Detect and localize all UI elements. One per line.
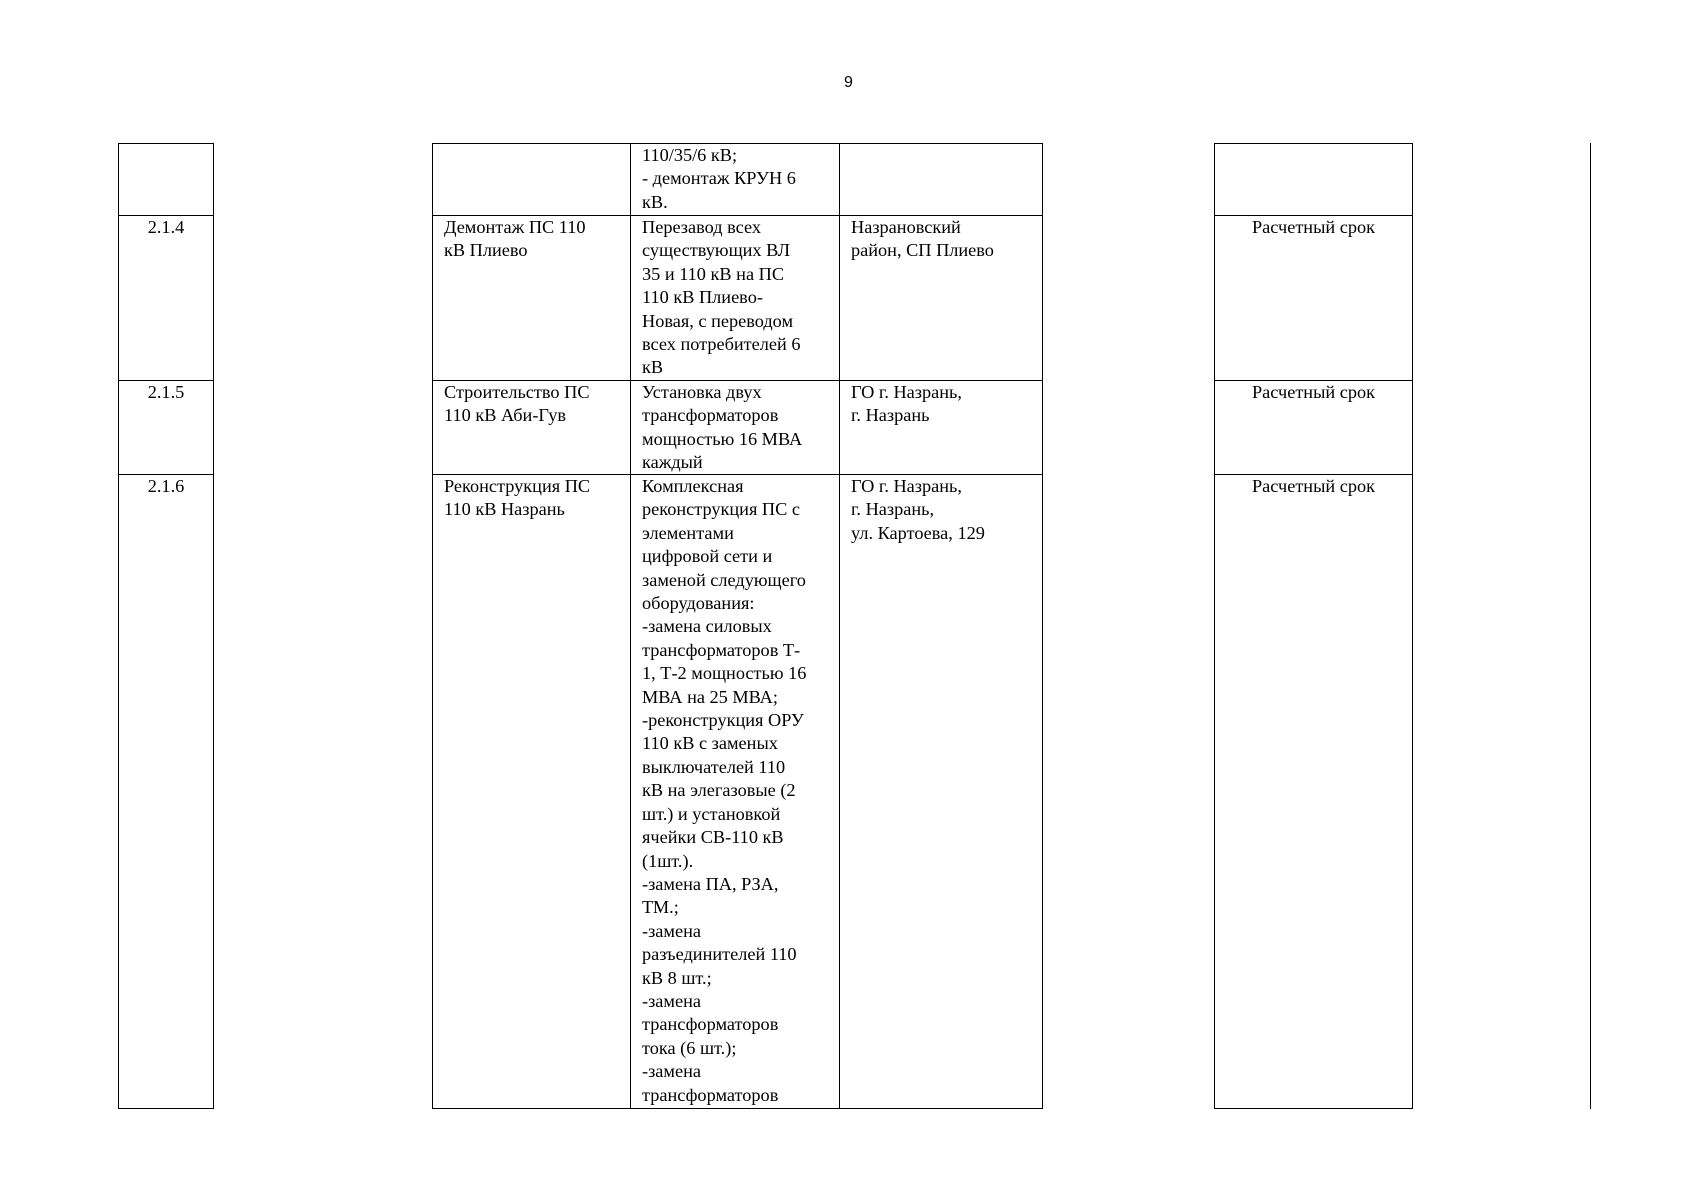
description-cell: Установка двух трансформаторов мощностью 16 МВА каждый bbox=[630, 381, 840, 475]
row-number-cell: 2.1.6 bbox=[118, 475, 214, 1109]
location-cell: ГО г. Назрань, г. Назрань, ул. Картоева, 129 bbox=[839, 475, 1043, 1109]
term-cell bbox=[1214, 143, 1413, 216]
term-cell: Расчетный срок bbox=[1214, 216, 1413, 381]
object-cell bbox=[432, 143, 631, 216]
table-row bbox=[0, 475, 1697, 1109]
row-number-cell: 2.1.4 bbox=[118, 216, 214, 381]
description-cell: Перезавод всех существующих ВЛ 35 и 110 кВ на ПС 110 кВ Плиево- Новая, с переводом всех потребителей 6 кВ bbox=[630, 216, 840, 381]
object-cell: Демонтаж ПС 110 кВ Плиево bbox=[432, 216, 631, 381]
table-row bbox=[0, 143, 1697, 216]
table-row bbox=[0, 216, 1697, 381]
object-cell: Реконструкция ПС 110 кВ Назрань bbox=[432, 475, 631, 1109]
page-number: 9 bbox=[844, 74, 853, 91]
row-number-cell: 2.1.5 bbox=[118, 381, 214, 475]
table-right-border-line bbox=[1590, 143, 1591, 1109]
table-row bbox=[0, 381, 1697, 475]
term-cell: Расчетный срок bbox=[1214, 381, 1413, 475]
location-cell: Назрановский район, СП Плиево bbox=[839, 216, 1043, 381]
location-cell bbox=[839, 143, 1043, 216]
description-cell: Комплексная реконструкция ПС с элементами цифровой сети и заменой следующего оборудования: -замена силовых трансформаторов Т- 1, Т-2 мощностью 16 МВА на 25 МВА; -реконструкция ОРУ 110 кВ с заменых выключателей 110 кВ на элегазовые (2 шт.) и установкой ячейки СВ-110 кВ (1шт.). -замена ПА, РЗА, ТМ.; -замена разъединителей 110 кВ 8 шт.; -замена трансформаторов тока (6 шт.); -замена трансформаторов bbox=[630, 475, 840, 1109]
term-cell: Расчетный срок bbox=[1214, 475, 1413, 1109]
description-cell: 110/35/6 кВ; - демонтаж КРУН 6 кВ. bbox=[630, 143, 840, 216]
object-cell: Строительство ПС 110 кВ Аби-Гув bbox=[432, 381, 631, 475]
row-number-cell bbox=[118, 143, 214, 216]
location-cell: ГО г. Назрань, г. Назрань bbox=[839, 381, 1043, 475]
